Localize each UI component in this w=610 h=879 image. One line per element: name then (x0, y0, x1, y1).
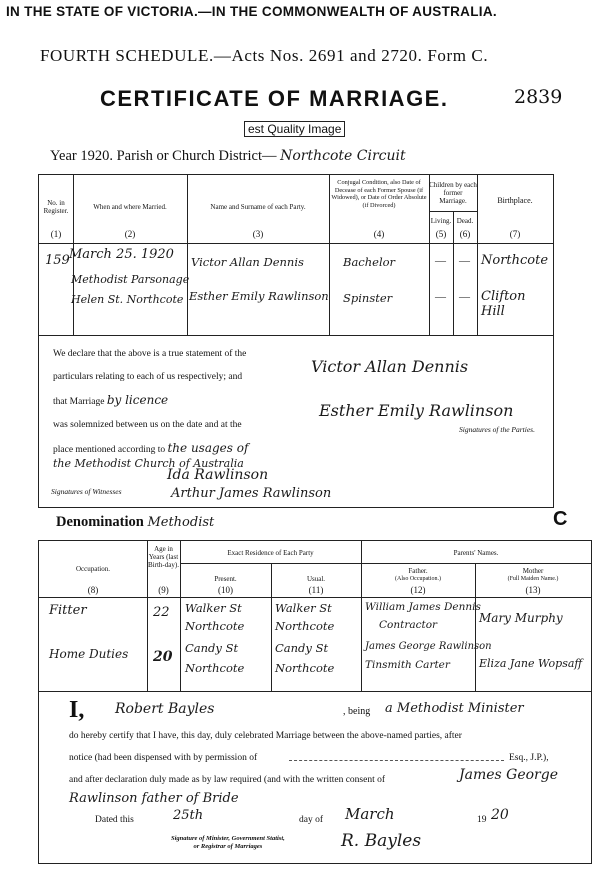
year-value: 20 (491, 807, 509, 823)
col-header-present: Present. (214, 575, 237, 583)
minister-role: a Methodist Minister (385, 701, 524, 716)
party2-occupation: Home Duties (49, 647, 129, 661)
church-district: Northcote Circuit (280, 148, 406, 164)
marriage-place: Methodist Parsonage (71, 273, 190, 286)
marriage-place-street: Helen St. Northcote (71, 293, 184, 306)
declaration-prefix: that Marriage (53, 397, 105, 407)
col-header-names: Name and Surname of each Party. (210, 203, 306, 211)
declaration-line (53, 389, 303, 414)
witnesses-label: Signatures of Witnesses (51, 487, 122, 496)
col-number: (3) (252, 229, 264, 239)
col-number: (4) (373, 229, 385, 239)
mother-header: Mother (522, 567, 544, 575)
party1-living: — (435, 255, 446, 267)
certificate-title: CERTIFICATE OF MARRIAGE. (100, 86, 449, 111)
party1-present-suburb: Northcote (185, 619, 245, 633)
register-number: 159 (45, 253, 70, 268)
witness1-signature: Ida Rawlinson (167, 467, 269, 483)
col-number: (12) (410, 585, 426, 595)
party2-father-occupation: Tinsmith Carter (365, 659, 450, 671)
col-header-conjugal: Conjugal Condition, also Date of Decease of each Former Spouse (if Widowed), or Date of Order Absolute (if Divorced) (331, 179, 427, 209)
party1-mother: Mary Murphy (479, 611, 563, 625)
party2-mother: Eliza Jane Wopsaff (479, 657, 583, 670)
col-header-dead: Dead. (456, 217, 474, 225)
col-header-birthplace: Birthplace. (497, 196, 533, 205)
minister-name: Robert Bayles (115, 701, 215, 717)
church-usages: the Methodist Church of Australia (53, 457, 244, 470)
denomination-value: Methodist (147, 515, 215, 530)
marriage-type: by licence (106, 393, 169, 407)
form-letter: C (553, 508, 568, 530)
col-header-mother (475, 567, 591, 583)
signature-label-line: Signature of Minister, Government Statist, (171, 835, 285, 842)
schedule-line: FOURTH SCHEDULE.—Acts Nos. 2691 and 2720. Form C. (40, 46, 489, 65)
col-number: (10) (218, 585, 233, 595)
col-header-age: Age in Years (last Birth-day). (148, 545, 179, 569)
party2-living: — (435, 291, 446, 303)
usages-text: the usages of (167, 441, 249, 455)
party1-present-street: Walker St (185, 601, 242, 615)
col-number: (5) (435, 229, 447, 239)
col-number: (13) (525, 585, 541, 595)
notice-text: notice (had been dispensed with by permission of (69, 753, 258, 763)
party2-present-street: Candy St (185, 641, 239, 655)
col-number: (9) (158, 585, 169, 595)
col-header-residence: Exact Residence of Each Party (227, 549, 314, 557)
mother-header-sub: (Full Maiden Name.) (507, 576, 559, 582)
col-header-living: Living. (430, 217, 452, 225)
marriage-date: March 25. 1920 (69, 247, 174, 262)
party2-present-suburb: Northcote (185, 661, 245, 675)
party2-age: 20 (153, 649, 173, 665)
parties-table (38, 540, 592, 864)
declaration-line: was solemnized between us on the date and at the (53, 420, 242, 430)
party2-signature: Esther Emily Rawlinson (319, 401, 514, 420)
signature-label (171, 835, 285, 851)
party1-usual-street: Walker St (275, 601, 332, 615)
col-number: (11) (308, 585, 324, 595)
being-label: , being (343, 706, 371, 717)
party1-occupation: Fitter (49, 603, 87, 618)
col-number: (2) (124, 229, 136, 239)
party2-name: Esther Emily Rawlinson (189, 289, 329, 303)
party1-father-name: William James Dennis (365, 601, 481, 613)
quality-stamp: est Quality Image (244, 121, 345, 137)
denomination-line (56, 514, 214, 531)
declaration-text (53, 343, 303, 462)
certification-i: I, (69, 697, 85, 723)
party1-condition: Bachelor (343, 255, 396, 269)
marriage-table (38, 174, 554, 508)
col-header-occupation: Occupation. (75, 565, 110, 573)
col-header-father (361, 567, 475, 583)
col-header-children: Children by each former Marriage. (429, 181, 477, 205)
col-number: (8) (87, 585, 99, 595)
col-header-when-where: When and where Married. (93, 203, 167, 211)
denomination-label: Denomination (56, 514, 144, 530)
col-number: (6) (459, 229, 471, 239)
state-header: IN THE STATE OF VICTORIA.—IN THE COMMONWEALTH OF AUSTRALIA. (6, 4, 497, 19)
declaration-prefix: place mentioned according to (53, 445, 166, 455)
declaration-line: particulars relating to each of us respectively; and (53, 372, 243, 382)
party2-condition: Spinster (343, 291, 393, 305)
party2-usual-street: Candy St (275, 641, 329, 655)
year-line (50, 148, 406, 165)
party2-usual-suburb: Northcote (275, 661, 335, 675)
declaration-line: We declare that the above is a true statement of the (53, 349, 247, 359)
notice-suffix: Esq., J.P.), (509, 753, 549, 763)
father-header: Father. (408, 567, 428, 575)
party2-dead: — (459, 291, 470, 303)
notice-blank (289, 760, 504, 761)
signature-label-line: or Registrar of Marriages (193, 843, 263, 850)
col-number: (1) (50, 229, 62, 239)
party1-age: 22 (153, 605, 170, 620)
party2-father-name: James George Rawlinson (365, 641, 492, 652)
col-number: (7) (509, 229, 521, 239)
witness2-signature: Arthur James Rawlinson (171, 486, 332, 501)
day-of-label: day of (299, 815, 324, 825)
dated-label: Dated this (95, 815, 134, 825)
month-value: March (345, 805, 395, 823)
father-header-sub: (Also Occupation.) (395, 576, 441, 582)
year-prefix: 19 (477, 815, 487, 825)
party2-birthplace: Clifton Hill (481, 289, 526, 319)
year-label: Year 1920. Parish or Church District— (50, 148, 277, 164)
consent-relation: Rawlinson father of Bride (69, 791, 239, 806)
party1-signature: Victor Allan Dennis (311, 357, 469, 376)
party1-birthplace: Northcote (481, 253, 549, 268)
certificate-number: 2839 (514, 86, 563, 108)
col-header-usual: Usual. (306, 575, 326, 583)
consent-name: James George (459, 767, 558, 783)
certification-text: do hereby certify that I have, this day, duly celebrated Marriage between the above-named parties, after (69, 731, 462, 741)
minister-signature: R. Bayles (341, 831, 422, 851)
party1-name: Victor Allan Dennis (191, 255, 304, 269)
parties-signature-label: Signatures of the Parties. (459, 425, 535, 434)
party1-dead: — (459, 255, 470, 267)
col-header-parents: Parents' Names. (453, 549, 499, 557)
col-header-no: No. in Register. (43, 199, 69, 215)
declaration-text: and after declaration duly made as by law required (and with the written consent of (69, 775, 386, 785)
party1-usual-suburb: Northcote (275, 619, 335, 633)
party1-father-occupation: Contractor (379, 619, 438, 631)
day-value: 25th (173, 808, 204, 823)
